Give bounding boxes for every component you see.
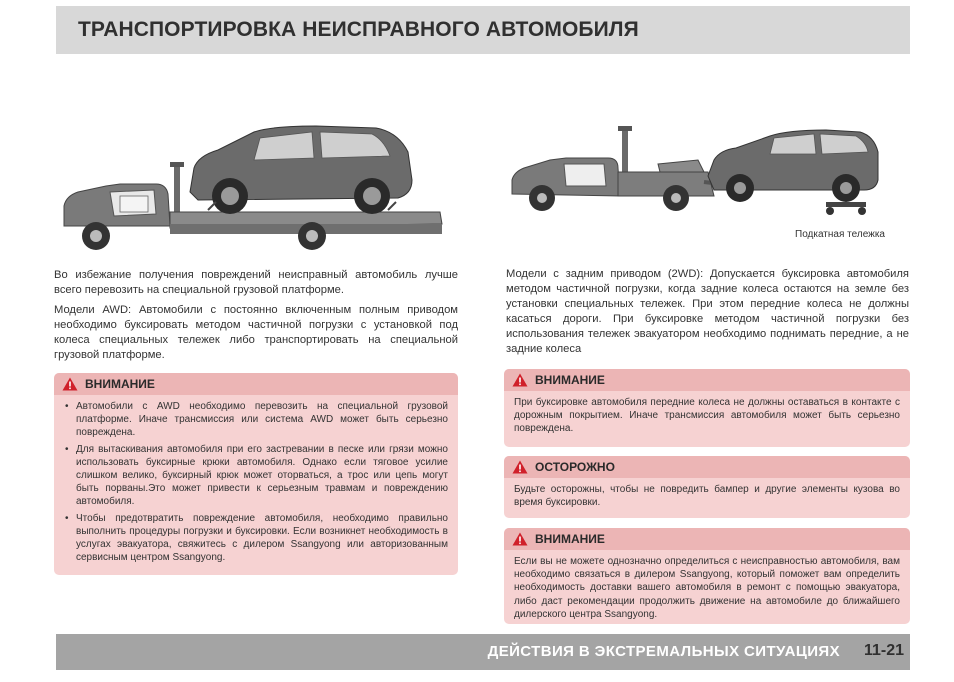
warning-header <box>54 373 458 395</box>
warning-label: ВНИМАНИЕ <box>535 373 605 387</box>
warning-triangle-icon <box>62 377 78 391</box>
warning-triangle-icon <box>512 460 528 474</box>
right-caution-box <box>504 456 910 518</box>
dolly-tow-illustration <box>508 124 886 220</box>
warning-header <box>504 369 910 391</box>
page-footer <box>56 634 910 670</box>
right-warning-box-2 <box>504 528 910 624</box>
warning-triangle-icon <box>512 373 528 387</box>
left-paragraph-awd: Модели AWD: Автомобили с постоянно включенным полным приводом необходимо буксировать методом частичной погрузки с установкой под колеса специальных тележек либо транспортировать на специальной грузовой платформе. <box>54 304 458 361</box>
page-title: ТРАНСПОРТИРОВКА НЕИСПРАВНОГО АВТОМОБИЛЯ <box>78 18 639 41</box>
list-item: • Автомобили с AWD необходимо перевозить на специальной грузовой платформе. Иначе трансмиссия или система AWD может быть серьезно повреждена. <box>64 400 448 440</box>
warning-label: ВНИМАНИЕ <box>85 377 155 391</box>
caution-text: Будьте осторожны, чтобы не повредить бампер и другие элементы кузова во время буксировки. <box>514 484 900 509</box>
right-warning-box-1 <box>504 369 910 447</box>
left-warning-box <box>54 373 458 575</box>
warning-list <box>64 400 448 564</box>
warning-header <box>504 528 910 550</box>
caution-label: ОСТОРОЖНО <box>535 460 615 474</box>
caution-header <box>504 456 910 478</box>
warning-text: При буксировке автомобиля передние колеса не должны оставаться в контакте с дорожным покрытием. Иначе трансмиссия автомобиля может быть серьезно повреждена. <box>514 397 900 435</box>
page-number: 11-21 <box>863 642 904 659</box>
left-paragraph-1: Во избежание получения повреждений неисправный автомобиль лучше всего перевозить на специальной грузовой платформе. <box>54 269 458 296</box>
right-paragraph-2wd: Модели с задним приводом (2WD): Допускается буксировка автомобиля методом частичной погрузки, когда задние колеса остаются на земле без установки специальных тележек. При этом передние колеса не должны касаться дороги. При буксировке методом частичной погрузки без использования тележек эвакуатором необходимо поднимать передние, а не задние колеса <box>506 268 909 355</box>
list-item: • Чтобы предотвратить повреждение автомобиля, необходимо правильно выполнить процедуры погрузки и буксировки. Если возникнет необходимость в услугах эвакуатора, свяжитесь с дилером Ssangyong или авторизованным сервисным центром Ssangyong. <box>64 512 448 565</box>
warning-label: ВНИМАНИЕ <box>535 532 605 546</box>
dolly-caption: Подкатная тележка <box>795 229 885 240</box>
page-header <box>56 6 910 54</box>
warning-triangle-icon <box>512 532 528 546</box>
section-title: ДЕЙСТВИЯ В ЭКСТРЕМАЛЬНЫХ СИТУАЦИЯХ <box>487 643 840 660</box>
list-item: • Для вытаскивания автомобиля при его застревании в песке или грязи можно использовать буксирные крюки автомобиля. Однако если тяговое усилие слишком велико, буксирный крюк может оторваться, а трос или цепь могут быть порваны.Это может привести к серьезным травмам и повреждению автомобиля. <box>64 443 448 509</box>
warning-text: Если вы не можете однозначно определиться с неисправностью автомобиля, вам необходимо связаться в дилером Ssangyong, который поможет вам определить необходимость доставки вашего автомобиля в ремонт с помощью эвакуатора, либо даст рекомендации продолжить движение на автомобиле до ближайшего дилерского центра Ssangyong. <box>514 556 900 620</box>
flatbed-truck-illustration <box>58 118 448 254</box>
